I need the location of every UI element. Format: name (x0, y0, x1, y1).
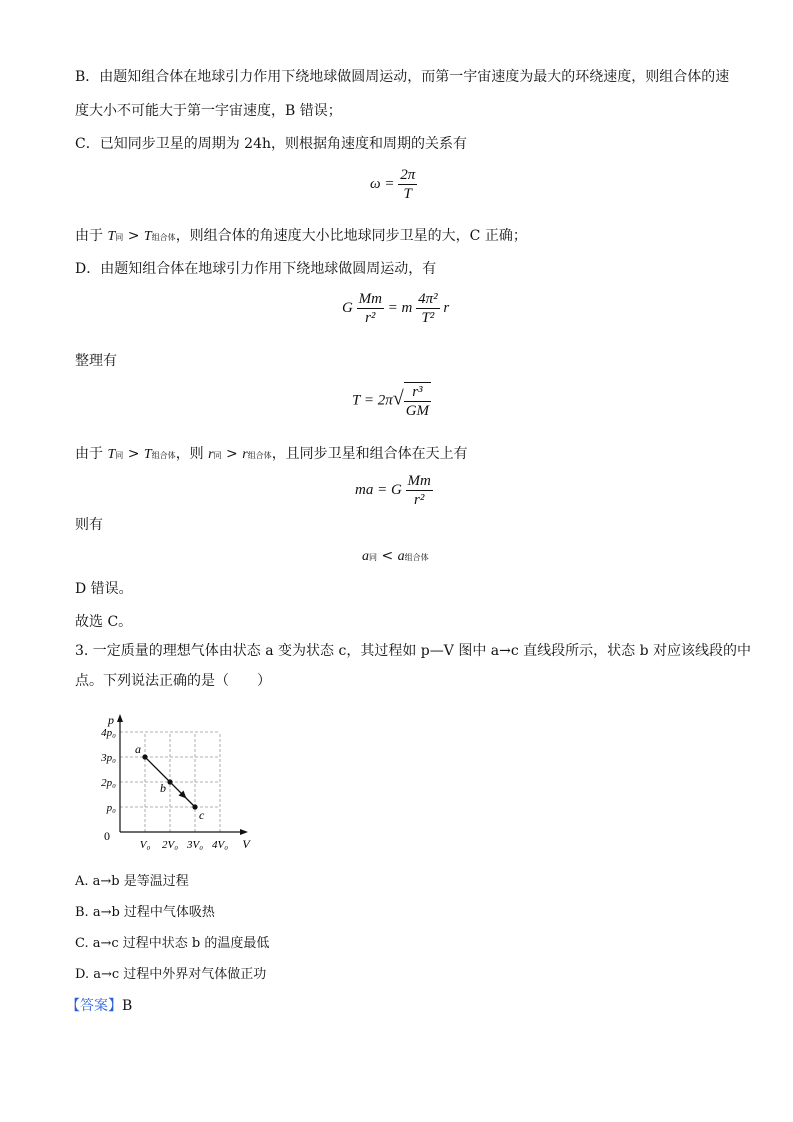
sub-tong1: 同 (115, 233, 124, 242)
g-num2: 4π² (418, 291, 438, 307)
t-den: GM (405, 403, 430, 419)
formula-ma (355, 472, 433, 509)
point-a (142, 754, 147, 759)
y-tick-label: 3p₀ (101, 752, 116, 764)
y-axis-arrow-icon (117, 714, 123, 722)
sqrt-icon: √ (392, 387, 404, 410)
answer-label: 【答案】 (66, 998, 122, 1014)
point-b (167, 779, 172, 784)
answer-value: B (122, 998, 133, 1014)
question-line1: 3. 一定质量的理想气体由状态 a 变为状态 c，其过程如 p—V 图中 a→c 直线段所示，状态 b 对应该线段的中 (75, 643, 751, 659)
text-b-line2: 度大小不可能大于第一宇宙速度，B 错误； (75, 103, 342, 119)
formula-period (352, 382, 431, 420)
ma-num: Mm (407, 473, 431, 489)
sym-r1: r (208, 447, 214, 462)
ma-frac (406, 472, 433, 509)
formula-a-compare (362, 548, 429, 565)
ma-den: r² (414, 492, 425, 508)
omega-den: T (403, 186, 412, 202)
option-b: B. a→b 过程中气体吸热 (75, 905, 215, 920)
g-frac2 (416, 290, 440, 327)
y-tick-label: p₀ (106, 802, 116, 814)
d3-prefix: 由于 (75, 446, 103, 462)
g-den1: r² (365, 310, 376, 326)
sub-zuhe3: 组合体 (247, 451, 272, 460)
point-label-c: c (199, 808, 205, 822)
text-d-line5: D 错误。 (75, 581, 133, 597)
origin-label: 0 (104, 829, 110, 843)
question-line2: 点。下列说法正确的是（ ） (75, 673, 271, 689)
g-mid: = m (387, 299, 413, 316)
answer-line (66, 995, 132, 1015)
d3-suffix: ，且同步卫星和组合体在天上有 (271, 446, 468, 462)
sym-T4: T (143, 447, 152, 462)
omega-frac (398, 166, 417, 203)
text-d-line4: 则有 (75, 517, 103, 533)
point-c (192, 804, 197, 809)
formula-gravity (342, 290, 449, 327)
sym-gt3: > (226, 446, 238, 462)
point-label-a: a (135, 742, 141, 756)
t-frac (404, 382, 431, 420)
y-tick-label: 4p₀ (101, 727, 116, 739)
option-a: A. a→b 是等温过程 (75, 874, 189, 889)
sym-gt1: > (127, 228, 140, 244)
y-axis-label: p (108, 713, 114, 727)
text-d-line1: D．由题知组合体在地球引力作用下绕地球做圆周运动，有 (75, 261, 437, 277)
x-tick-label: 2V₀ (161, 839, 179, 851)
sub-zuhe2: 组合体 (151, 451, 176, 460)
text-d-line3 (75, 443, 468, 463)
text-c-line2 (75, 225, 527, 245)
sym-a2: a (397, 549, 405, 564)
x-tick-label: 3V₀ (186, 839, 204, 851)
sym-T2: T (143, 229, 152, 244)
x-axis-label: V (242, 837, 250, 851)
option-c: C. a→c 过程中状态 b 的温度最低 (75, 936, 270, 951)
t-lhs: T = 2π (352, 392, 393, 409)
y-tick-label: 2p₀ (101, 777, 116, 789)
g-den2: T² (421, 310, 435, 326)
text-d-line2: 整理有 (75, 353, 117, 369)
x-axis-arrow-icon (240, 829, 248, 835)
g-r: r (443, 299, 450, 316)
c2-prefix: 由于 (75, 228, 103, 244)
sym-T1: T (107, 229, 116, 244)
omega-lhs: ω = (370, 175, 395, 192)
pv-chart (70, 700, 250, 860)
sub-tong2: 同 (115, 451, 124, 460)
point-label-b: b (160, 781, 166, 795)
text-c-line1: C．已知同步卫星的周期为 24h，则根据角速度和周期的关系有 (75, 136, 467, 152)
sym-a1: a (362, 549, 369, 564)
text-d-line6: 故选 C。 (75, 614, 133, 630)
sub-tong3: 同 (213, 451, 222, 460)
omega-num: 2π (400, 167, 416, 183)
t-num: r³ (404, 383, 431, 402)
g-frac1 (357, 290, 384, 327)
sym-lt: < (381, 548, 394, 564)
sub-zuhe4: 组合体 (404, 553, 429, 562)
c2-suffix: ，则组合体的角速度大小比地球同步卫星的大，C 正确； (175, 228, 527, 244)
text-b-line1: B．由题知组合体在地球引力作用下绕地球做圆周运动，而第一宇宙速度为最大的环绕速度，则组合体的速 (75, 69, 730, 85)
sym-gt2: > (127, 446, 140, 462)
ma-lhs: ma = G (355, 481, 402, 498)
x-tick-label: 4V₀ (211, 839, 229, 851)
formula-omega (370, 166, 417, 203)
d3-mid: ，则 (175, 446, 204, 462)
g-G: G (342, 299, 353, 316)
option-d: D. a→c 过程中外界对气体做正功 (75, 967, 267, 982)
x-tick-label: V₀ (139, 839, 151, 851)
g-num1: Mm (358, 291, 382, 307)
sym-r2: r (242, 447, 248, 462)
sub-zuhe1: 组合体 (151, 233, 176, 242)
sym-T3: T (107, 447, 116, 462)
sub-tong4: 同 (369, 553, 377, 562)
